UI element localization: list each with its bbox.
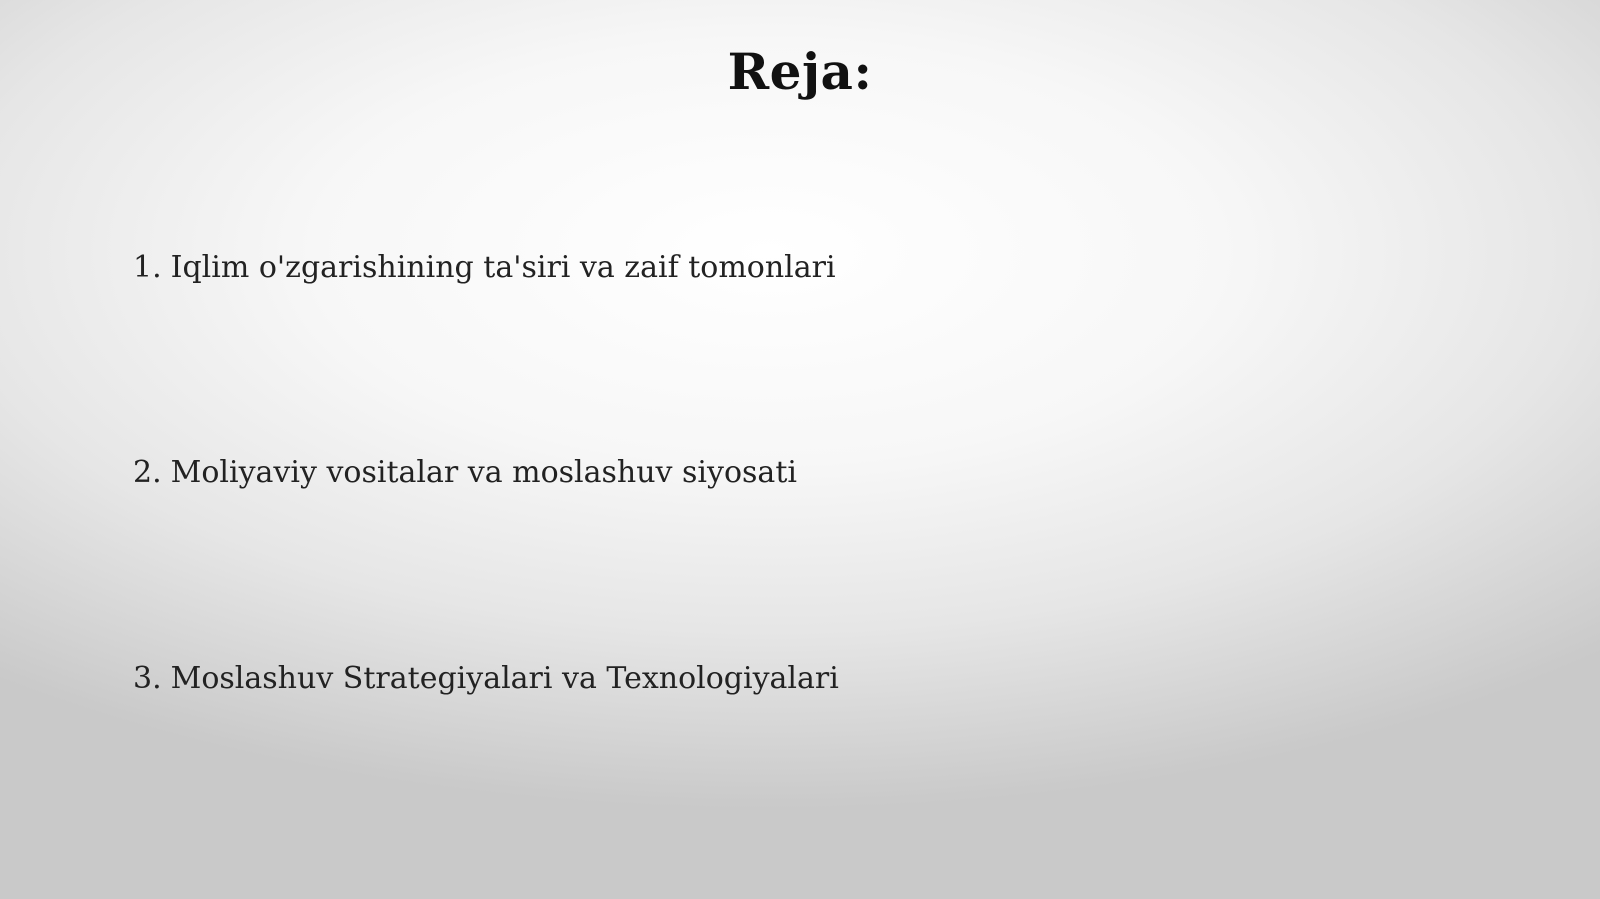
- plan-item-text: Moslashuv Strategiyalari va Texnologiyalari: [170, 661, 839, 696]
- plan-item-number: 1.: [133, 250, 162, 285]
- plan-item-text: Iqlim o'zgarishining ta'siri va zaif tomonlari: [170, 250, 836, 285]
- plan-item-1: [133, 250, 836, 285]
- plan-item-number: 2.: [133, 455, 162, 490]
- slide-title: Reja:: [727, 42, 873, 101]
- plan-item-2: [133, 455, 797, 490]
- plan-item-number: 3.: [133, 661, 162, 696]
- plan-item-text: Moliyaviy vositalar va moslashuv siyosati: [170, 455, 797, 490]
- plan-item-3: [133, 661, 839, 696]
